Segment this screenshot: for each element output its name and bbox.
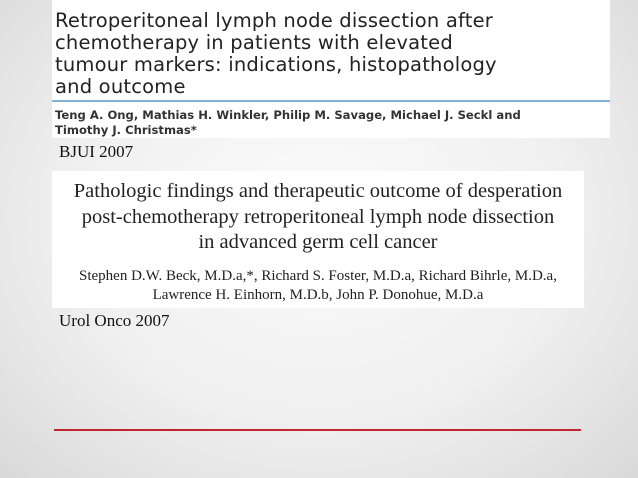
paper1-authors-line: Timothy J. Christmas* [55,123,197,137]
paper1-title [55,10,605,98]
paper1-title-line: and outcome [55,75,186,98]
paper2-title-line: post-chemotherapy retroperitoneal lymph node dissection [81,205,555,228]
paper2-title [52,179,584,256]
paper2-title-card [52,171,584,308]
paper1-title-card [52,0,610,138]
paper2-title-line: in advanced germ cell cancer [198,231,438,253]
paper1-journal: BJUI 2007 [59,142,134,161]
paper1-divider [52,100,610,102]
paper2-title-line: Pathologic findings and therapeutic outcome of desperation [73,180,563,202]
paper2-journal: Urol Onco 2007 [59,311,170,330]
paper1-title-line: tumour markers: indications, histopathology [55,53,497,76]
paper2-authors-line: Lawrence H. Einhorn, M.D.b, John P. Donohue, M.D.a [152,287,484,303]
paper1-authors [55,108,611,138]
paper1-title-line: Retroperitoneal lymph node dissection after [55,9,494,32]
paper2-authors [52,267,584,305]
footer-divider [54,429,581,431]
paper1-authors-line: Teng A. Ong, Mathias H. Winkler, Philip M. Savage, Michael J. Seckl and [55,108,521,122]
paper2-authors-line: Stephen D.W. Beck, M.D.a,*, Richard S. Foster, M.D.a, Richard Bihrle, M.D.a, [79,268,557,284]
paper1-title-line: chemotherapy in patients with elevated [55,31,453,54]
